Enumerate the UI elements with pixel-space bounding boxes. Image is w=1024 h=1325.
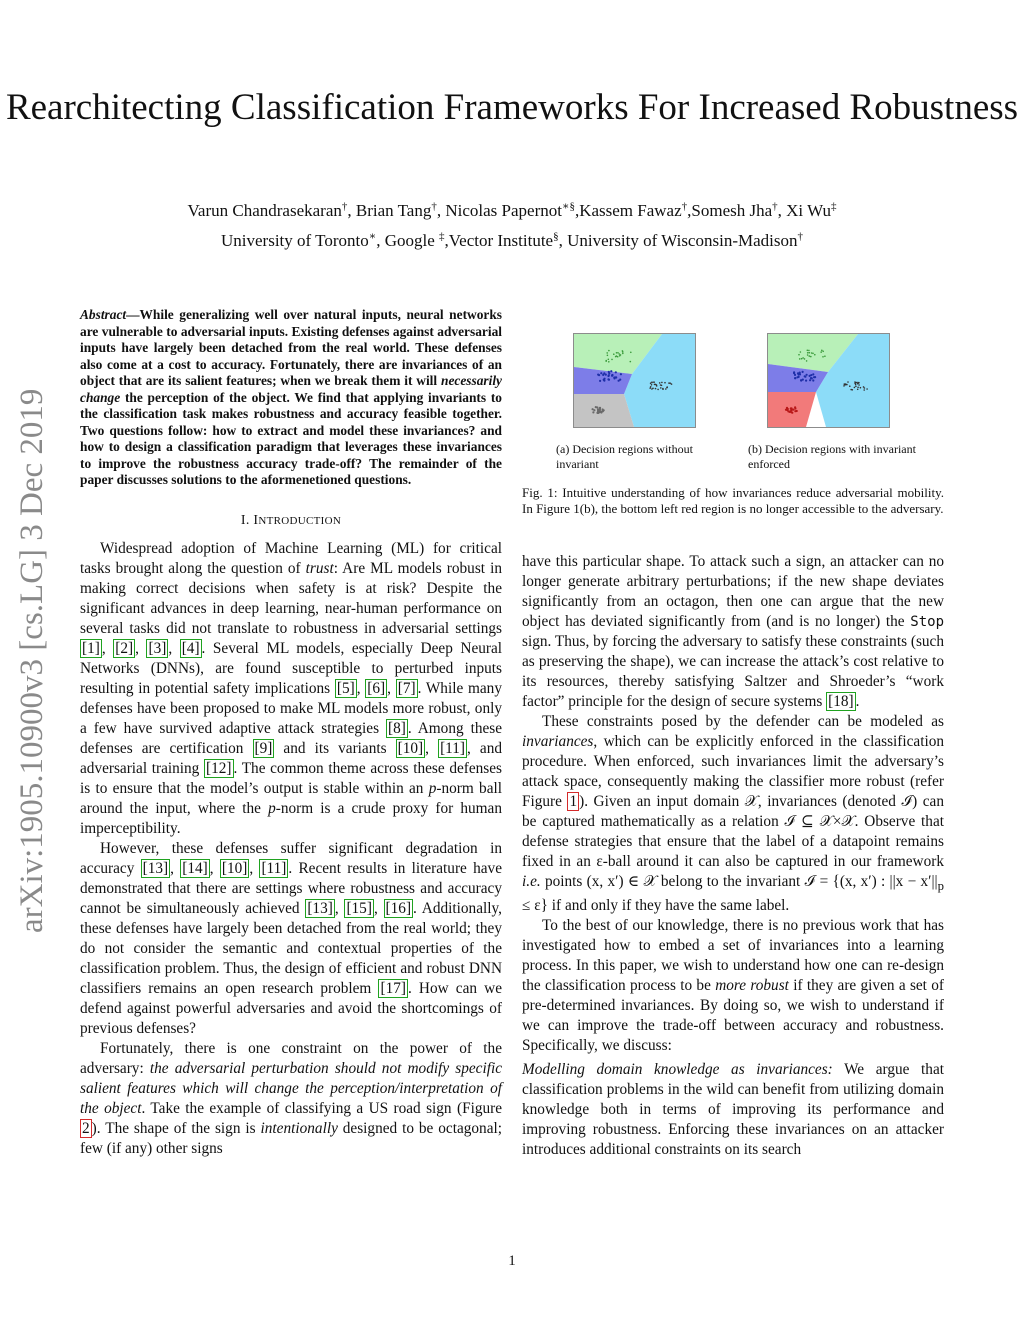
author-name: ,Somesh Jha [687, 201, 773, 220]
scatter-point [812, 379, 814, 381]
citation-link[interactable]: [2] [115, 639, 134, 657]
scatter-point [659, 382, 661, 384]
scatter-point [802, 371, 804, 373]
scatter-point [802, 379, 804, 381]
scatter-point [608, 379, 610, 381]
figure-link[interactable]: 2 [82, 1119, 90, 1137]
affiliation-mark: ∗ [368, 230, 377, 243]
scatter-point [797, 372, 799, 374]
scatter-point [603, 378, 605, 380]
scatter-point [807, 350, 809, 352]
scatter-point [617, 352, 619, 354]
section-number: I. [240, 512, 254, 528]
citation-link[interactable]: [4] [181, 639, 200, 657]
scatter-point [798, 376, 800, 378]
inline-code: Stop [910, 614, 944, 630]
paragraph: Fortunately, there is one constraint on the power of the adversary: the adversarial perturbation should not modify specific salient features which will change the perception/interpretation of the object. Take the example of classifying a US road sign (Figure 2 ). The shape of the sign is intentionally designed to be octagonal; few (if any) other signs [80, 1039, 503, 1157]
scatter-point [619, 353, 621, 355]
scatter-point [822, 356, 824, 358]
affiliation-mark: † [431, 200, 437, 213]
scatter-point [611, 375, 613, 377]
scatter-point [799, 358, 801, 360]
paragraph: To the best of our knowledge, there is no previous work that has investigated how to embed a set of invariances into a learning process. In this paper, we wish to understand how one can re-design the classification process to be more robust if they are given a set of pre-determined invariances. By doing so, we wish to understand if we can improve the trade-off between accuracy and robustness. Specifically, we discuss: [522, 917, 944, 1055]
scatter-point [802, 357, 804, 359]
abstract-label: Abstract [80, 307, 127, 322]
scatter-point [615, 356, 617, 358]
scatter-point [820, 351, 822, 353]
affiliation-mark: † [772, 200, 778, 213]
scatter-point [810, 374, 812, 376]
citation-link[interactable]: [13] [307, 899, 333, 917]
scatter-point [656, 384, 658, 386]
citation-link[interactable]: [3] [148, 639, 167, 657]
affiliation: , University of Wisconsin-Madison [558, 231, 798, 250]
scatter-point [858, 382, 860, 384]
scatter-point [602, 410, 604, 412]
author-name: Varun Chandrasekaran [187, 201, 342, 220]
scatter-point [597, 412, 599, 414]
citation-link[interactable]: [17] [380, 979, 406, 997]
scatter-point [807, 352, 809, 354]
scatter-point [608, 374, 610, 376]
paragraph: Widespread adoption of Machine Learning (ML) for critical tasks brought along the question of trust: Are ML models robust in making correct decisions when safety is at risk? Despite the significant advances in deep learning, near-human performance on several tasks did not translate to robustness in adversarial settings [1] , [2] , [3] , [4] . Several ML models, especially Deep Neural Networks (DNNs), are found susceptible to perturbed inputs resulting in potential safety implications [5] , [6] , [7] . While many defenses have been proposed to make ML models more robust, only a few have survived adaptive attack strategies [8] . Among these defenses are certification [9] and its variants [10] , [11] , and adversarial training [12] . The common theme across these defenses is to ensure that the model’s output is stable within an p-norm ball around the input, where the p-norm is a crude proxy for human imperceptibility. [80, 539, 503, 837]
abstract [80, 307, 502, 489]
scatter-point [811, 352, 813, 354]
affiliation-mark: ‡ [830, 200, 837, 213]
right-column [522, 552, 944, 1160]
scatter-point [662, 388, 664, 390]
scatter-point [608, 371, 610, 373]
author-name: , Xi Wu [777, 201, 831, 220]
scatter-point [785, 409, 787, 411]
affiliation: ,Vector Institute [444, 231, 554, 250]
scatter-point [613, 353, 615, 355]
scatter-point [593, 409, 595, 411]
abstract-emphasis: necessarily change [80, 373, 502, 405]
paragraph: have this particular shape. To attack such a sign, an attacker can no longer generate arbitrary perturbations; if the new shape deviates significantly from an octagon, then one can argue that the new object has deviated significantly from (and is no longer) the Stop sign. Thus, by forcing the adversary to satisfy these constraints (such as preserving the shape), we can increase the attack’s cost relative to its resources, thereby satisfying Saltzer and Shroeder’s “work factor” principle for the design of secure systems [18] . [522, 553, 944, 710]
affiliation-mark: ‡ [439, 230, 445, 243]
affiliation-mark: † [797, 230, 803, 243]
scatter-point [666, 386, 668, 388]
scatter-point [597, 409, 599, 411]
citation-link[interactable]: [14] [182, 859, 208, 877]
citation-link[interactable]: [9] [254, 739, 273, 757]
scatter-point [620, 373, 622, 375]
scatter-point [812, 373, 814, 375]
scatter-point [864, 387, 866, 389]
scatter-point [613, 377, 615, 379]
scatter-point [810, 356, 812, 358]
scatter-point [605, 360, 607, 362]
paper-title: Rearchitecting Classification Frameworks For Increased Robustness [5, 87, 1019, 128]
citation-link[interactable]: [11] [261, 859, 287, 877]
scatter-point [600, 372, 602, 374]
scatter-point [605, 374, 607, 376]
scatter-point [665, 388, 667, 390]
scatter-point [657, 389, 659, 391]
citation-link[interactable]: [12] [206, 759, 232, 777]
figure-link[interactable]: 1 [569, 793, 578, 810]
affiliation: , Google [376, 231, 440, 250]
paragraph: However, these defenses suffer significant degradation in accuracy [13] , [14] , [10] , [11] . Recent results in literature have demonstrated that there are settings where robustness and accuracy cannot be simultaneously achieved [13] , [15] , [16] . Additionally, these defenses have largely been detached from the real world; they do not consider the semantic and contextual properties of the classification problem. Thus, the design of efficient and robust DNN classifiers remains an open research problem [17] . How can we defend against powerful adversaries and avoid the shortcomings of previous defenses? [80, 839, 502, 1037]
scatter-point [654, 384, 656, 386]
citation-link[interactable]: [15] [346, 899, 372, 917]
page-number: 1 [508, 1253, 516, 1269]
scatter-point [808, 350, 810, 352]
scatter-point [603, 380, 605, 382]
paragraph: These constraints posed by the defender can be modeled as invariances, which can be explicitly enforced in the classification procedure. When enforced, such invariances limit the adversary’s attack space, consequently making the classifier more robust (refer Figure 1 ). Given an input domain 𝒳, invariances (denoted ℐ) can be captured mathematically as a relation ℐ ⊆ 𝒳×𝒳. Observe that defense strategies that ensure that the label of a datapoint remains fixed in an ε-ball around it can also be captured in our framework i.e. points (x, x′) ∈ 𝒳 belong to the invariant ℐ = {(x, x′) : $||x - x'||_p \le \varepsilon$} if and only if they have the same label. [522, 713, 944, 915]
scatter-point [799, 373, 801, 375]
scatter-point [806, 374, 808, 376]
scatter-point [806, 360, 808, 362]
affiliation-mark: † [341, 200, 348, 213]
author-name: , Brian Tang [347, 201, 432, 220]
scatter-point [651, 384, 653, 386]
citation-link[interactable]: [16] [385, 899, 412, 917]
scatter-point [671, 383, 673, 385]
scatter-point [661, 382, 663, 384]
scatter-point [824, 355, 826, 357]
scatter-point [814, 376, 816, 378]
scatter-point [790, 411, 792, 413]
scatter-point [804, 358, 806, 360]
scatter-point [809, 379, 811, 381]
citation-link[interactable]: [13] [142, 859, 169, 877]
scatter-point [805, 380, 807, 382]
scatter-point [597, 374, 599, 376]
scatter-point [792, 409, 794, 411]
citation-link[interactable]: [1] [82, 639, 100, 657]
subcaption-b: (b) Decision regions with invariant enforced [748, 442, 916, 471]
scatter-point [630, 361, 632, 363]
scatter-point [607, 355, 609, 357]
scatter-point [860, 387, 862, 389]
author-name: ,Kassem Fawaz [574, 201, 682, 220]
scatter-point [653, 381, 655, 383]
scatter-point [855, 386, 857, 388]
citation-link[interactable]: [10] [221, 859, 248, 877]
section-title-initial: I [253, 512, 259, 528]
scatter-point [814, 354, 816, 356]
citation-link[interactable]: [5] [336, 679, 355, 697]
scatter-point [606, 352, 608, 354]
arxiv-stamp: arXiv:1905.10900v3 [cs.LG] 3 Dec 2019 [14, 388, 50, 933]
abstract-text: the perception of the object. We find that applying invariants to the classification task makes robustness and accuracy feasible together. Two questions follow: how to extract and model these invariances? and how to design a classification paradigm that leverages these invariances to improve the robustness accuracy trade-off? The remainder of the paper discusses solutions to the aformenetioned questions. [80, 389, 502, 487]
scatter-point [655, 388, 657, 390]
scatter-point [801, 358, 803, 360]
citation-link[interactable]: [7] [397, 679, 416, 697]
scatter-point [794, 410, 796, 412]
citation-link[interactable]: [8] [387, 719, 406, 737]
scatter-point [630, 352, 632, 354]
scatter-point [610, 370, 612, 372]
scatter-point [611, 359, 613, 361]
scatter-point [619, 355, 621, 357]
scatter-point [849, 385, 851, 387]
scatter-point [664, 382, 666, 384]
scatter-point [843, 385, 845, 387]
scatter-point [857, 389, 859, 391]
scatter-point [608, 350, 610, 352]
scatter-point [855, 384, 857, 386]
affiliation-mark: † [681, 200, 688, 213]
scatter-point [595, 406, 597, 408]
affiliation-mark: ∗§ [561, 200, 575, 213]
scatter-point [619, 379, 621, 381]
scatter-point [822, 351, 824, 353]
scatter-point [850, 389, 852, 391]
scatter-point [847, 381, 849, 383]
decision-regions-plot-b [767, 333, 890, 428]
scatter-point [608, 361, 610, 363]
affiliation-list [0, 230, 1024, 252]
citation-link[interactable]: [11] [440, 739, 465, 757]
scatter-point [863, 389, 865, 391]
scatter-point [651, 388, 653, 390]
scatter-point [668, 382, 670, 384]
scatter-point [616, 352, 618, 354]
section-heading [80, 513, 502, 529]
author-list [0, 200, 1024, 222]
figure-caption-text: Intuitive understanding of how invariances reduce adversarial mobility. In Figure 1(b), the bottom left red region is no longer accessible to the adversary. [522, 485, 944, 516]
scatter-point [651, 382, 653, 384]
subcaption-a: (a) Decision regions without invariant [556, 442, 693, 471]
scatter-point [854, 387, 856, 389]
citation-link[interactable]: [10] [397, 739, 424, 757]
paragraph: Modelling domain knowledge as invariances: We argue that classification problems in the wild can benefit from utilizing domain knowledge both in terms of improving its performance and improving robustness. Enforcing these invariances on an attacker introduces additional constraints on its search [522, 1061, 944, 1159]
scatter-point [809, 355, 811, 357]
figure-label: Fig. 1: [522, 485, 563, 500]
scatter-point [602, 374, 604, 376]
scatter-point [858, 384, 860, 386]
scatter-point [845, 383, 847, 385]
affiliation: University of Toronto [221, 231, 369, 250]
scatter-point [812, 353, 814, 355]
decision-regions-plot-a [573, 333, 696, 428]
scatter-point [650, 382, 652, 384]
scatter-point [599, 407, 601, 409]
scatter-point [798, 354, 800, 356]
scatter-point [804, 375, 806, 377]
scatter-point [615, 371, 617, 373]
scatter-point [854, 381, 856, 383]
left-column [80, 307, 502, 1159]
figure-caption [522, 485, 944, 517]
scatter-point [794, 377, 796, 379]
scatter-point [622, 353, 624, 355]
scatter-point [608, 359, 610, 361]
scatter-point [811, 377, 813, 379]
scatter-point [846, 384, 848, 386]
citation-link[interactable]: [18] [828, 693, 854, 710]
scatter-point [794, 406, 796, 408]
author-name: , Nicolas Papernot [436, 201, 562, 220]
affiliation-mark: § [553, 230, 559, 243]
scatter-point [790, 408, 792, 410]
citation-link[interactable]: [6] [367, 679, 386, 697]
scatter-point [800, 351, 802, 353]
scatter-point [807, 354, 809, 356]
scatter-point [857, 387, 859, 389]
scatter-point [660, 384, 662, 386]
scatter-point [793, 371, 795, 373]
scatter-point [660, 387, 662, 389]
section-title-rest: NTRODUCTION [258, 514, 342, 527]
scatter-point [821, 350, 823, 352]
abstract-text: —While generalizing well over natural inputs, neural networks are vulnerable to adversarial inputs. Existing defenses against adversarial inputs have largely been detached from the real world. These defenses also come at a cost to accuracy. Fortunately, there are invariances of an object that are its salient features; when we break them it will [80, 307, 502, 388]
scatter-point [622, 351, 624, 353]
scatter-point [650, 386, 652, 388]
scatter-point [866, 388, 868, 390]
scatter-point [599, 380, 601, 382]
scatter-point [794, 374, 796, 376]
scatter-point [809, 352, 811, 354]
scatter-point [592, 411, 594, 413]
